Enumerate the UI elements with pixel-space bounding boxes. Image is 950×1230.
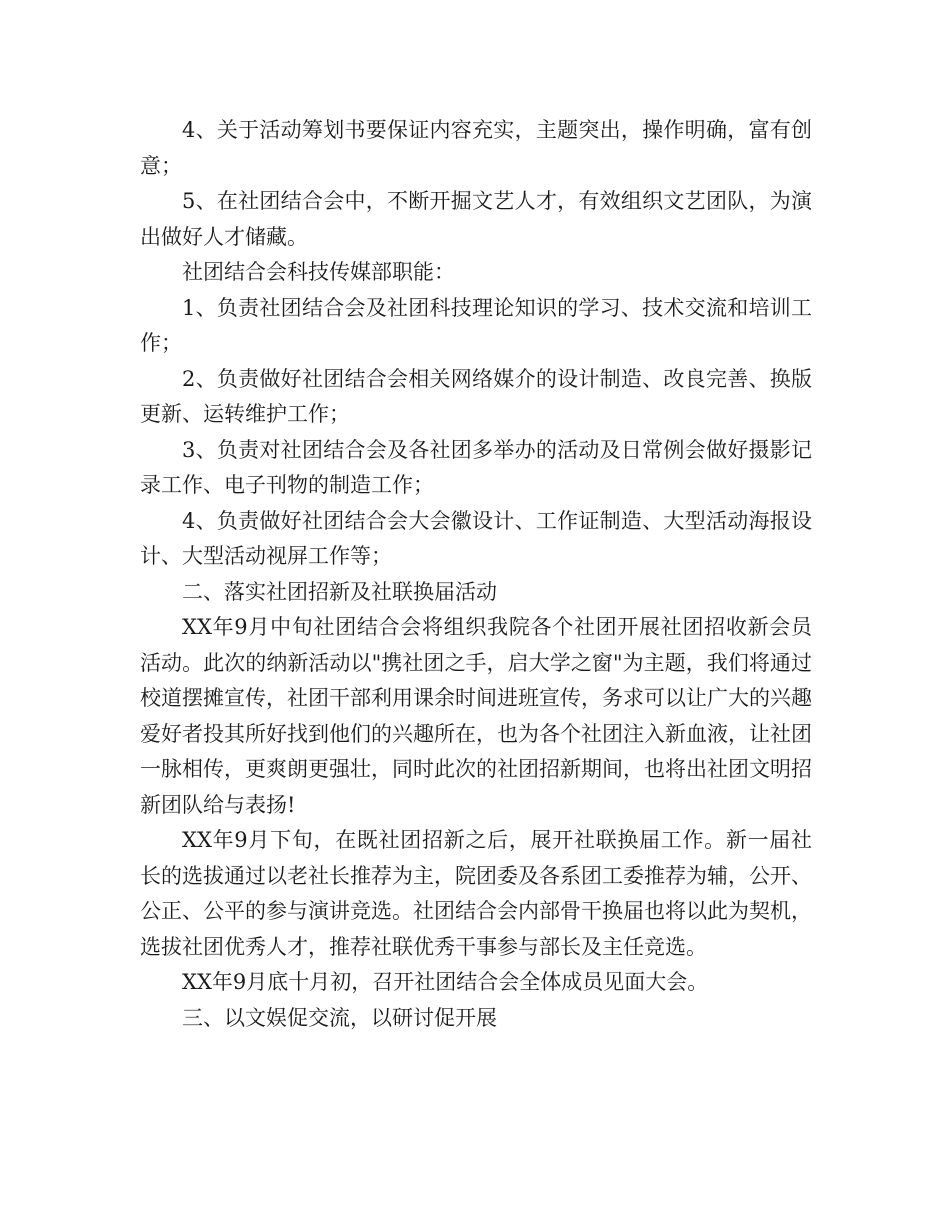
- section-heading-recruitment: 二、落实社团招新及社联换届活动: [182, 579, 497, 604]
- section-heading-exchange: 三、以文娱促交流，以研讨促开展: [182, 1005, 497, 1030]
- paragraph-talent-reserve: 5、在社团结合会中，不断开掘文艺人才，有效组织文艺团队，为演出做好人才储藏。: [140, 189, 812, 249]
- paragraph-duty-3: 3、负责对社团结合会及各社团多举办的活动及日常例会做好摄影记录工作、电子刊物的制造工作；: [140, 437, 812, 497]
- paragraph-recruitment: XX年9月中旬社团结合会将组织我院各个社团开展社团招收新会员活动。此次的纳新活动以"携社团之手，启大学之窗"为主题，我们将通过校道摆摊宣传，社团干部利用课余时间进班宣传，务求可以让广大的兴趣爱好者投其所好找到他们的兴趣所在，也为各个社团注入新血液，让社团一脉相传，更爽朗更强壮，同时此次的社团招新期间，也将出社团文明招新团队给与表扬!: [140, 615, 812, 817]
- paragraph-election: XX年9月下旬，在既社团招新之后，展开社联换届工作。新一届社长的选拔通过以老社长推荐为主，院团委及各系团工委推荐为辅，公开、公正、公平的参与演讲竞选。社团结合会内部骨干换届也将以此为契机，选拔社团优秀人才，推荐社联优秀干事参与部长及主任竞选。: [140, 828, 812, 959]
- paragraph-tech-media-heading: 社团结合会科技传媒部职能：: [182, 260, 455, 284]
- paragraph-duty-4: 4、负责做好社团结合会大会徽设计、工作证制造、大型活动海报设计、大型活动视屏工作等；: [140, 508, 812, 568]
- paragraph-meeting: XX年9月底十月初，召开社团结合会全体成员见面大会。: [182, 970, 709, 994]
- paragraph-duty-1: 1、负责社团结合会及社团科技理论知识的学习、技术交流和培训工作；: [140, 295, 812, 355]
- paragraph-planning-requirement: 4、关于活动筹划书要保证内容充实，主题突出，操作明确，富有创意；: [140, 118, 812, 178]
- paragraph-duty-2: 2、负责做好社团结合会相关网络媒介的设计制造、改良完善、换版更新、运转维护工作；: [140, 366, 812, 426]
- document-body: [140, 113, 812, 1036]
